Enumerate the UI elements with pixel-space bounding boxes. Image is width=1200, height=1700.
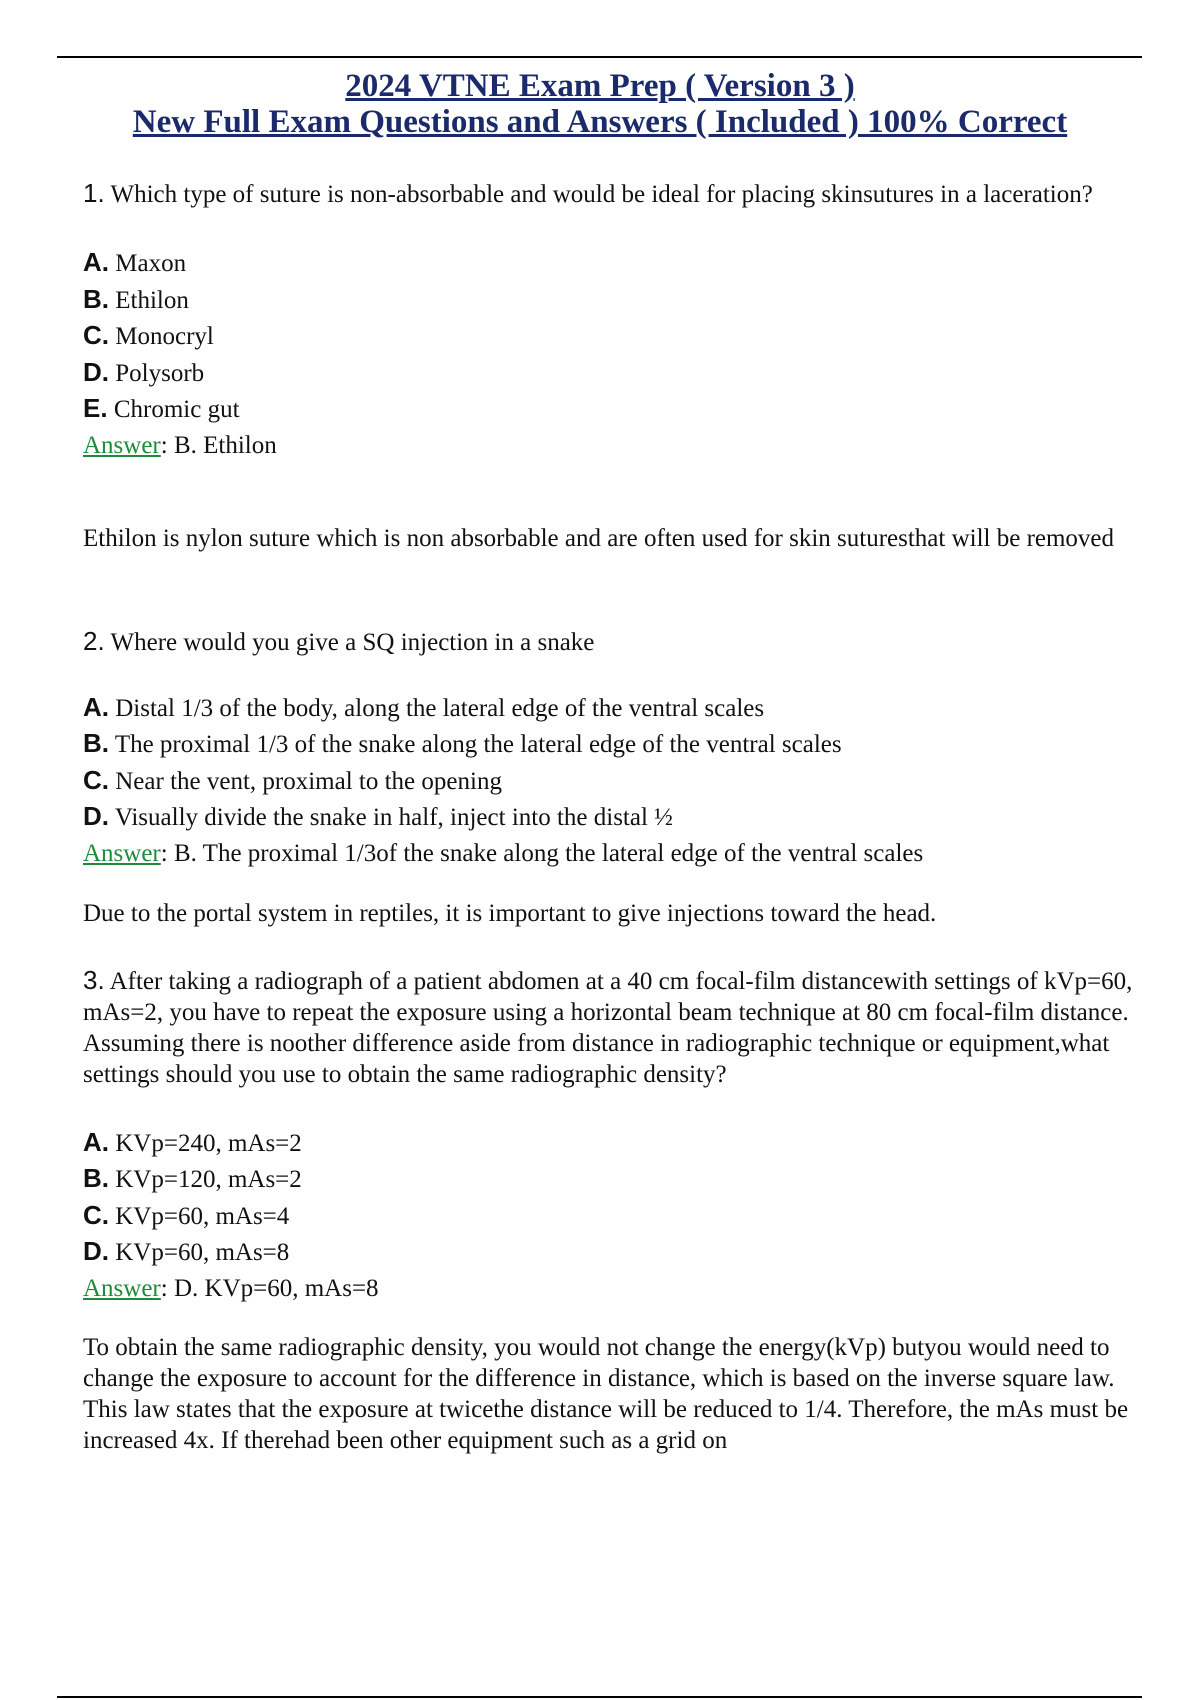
- option-letter: A.: [83, 691, 109, 722]
- option-letter: D.: [83, 1236, 109, 1266]
- option-letter: B.: [83, 728, 109, 758]
- option: [83, 763, 1143, 800]
- option-text: KVp=60, mAs=8: [115, 1239, 290, 1266]
- option-text: KVp=60, mAs=4: [115, 1202, 290, 1230]
- question-text: Where would you give a SQ injection in a snake: [110, 628, 595, 656]
- question-1-options: [83, 245, 1143, 428]
- option-text: KVp=240, mAs=2: [115, 1129, 302, 1157]
- answer-text: : D. KVp=60, mAs=8: [160, 1274, 379, 1302]
- option: [83, 355, 1143, 392]
- option: [83, 726, 1143, 763]
- option-letter: B.: [83, 1163, 109, 1193]
- title-line-2: New Full Exam Questions and Answers ( Included ) 100% Correct: [132, 104, 1068, 140]
- option-text: Distal 1/3 of the body, along the lateral edge of the ventral scales: [115, 694, 765, 722]
- question-number: 2.: [83, 625, 105, 656]
- answer-3: [83, 1271, 1143, 1306]
- answer-text: : B. The proximal 1/3of the snake along the lateral edge of the ventral scales: [160, 839, 924, 867]
- option-letter: C.: [83, 764, 109, 795]
- option: [83, 282, 1143, 319]
- option-text: Ethilon: [115, 286, 189, 314]
- question-2-options: [83, 690, 1143, 836]
- option-letter: B.: [83, 283, 109, 314]
- answer-2: [83, 836, 1143, 871]
- option-letter: A.: [83, 1126, 109, 1157]
- option: [83, 690, 1143, 727]
- option-text: KVp=120, mAs=2: [115, 1166, 302, 1193]
- question-text: Which type of suture is non-absorbable and would be ideal for placing skinsutures in a laceration?: [110, 181, 1093, 208]
- question-number: 3.: [83, 964, 105, 995]
- option-text: Near the vent, proximal to the opening: [115, 767, 502, 795]
- option: [83, 1125, 1143, 1162]
- bottom-rule: [57, 1696, 1142, 1698]
- explanation-3: To obtain the same radiographic density, you would not change the energy(kVp) butyou would need to change the exposure to account for the difference in distance, which is based on the inverse square law. This law states that the exposure at twicethe distance will be reduced to 1/4. Therefore, the mAs must be increased 4x. If therehad been other equipment such as a grid on: [83, 1333, 1129, 1454]
- top-rule: [57, 56, 1142, 58]
- question-number: 1.: [83, 178, 105, 208]
- option-letter: A.: [83, 247, 109, 277]
- answer-label: Answer: [83, 431, 161, 459]
- option-text: Chromic gut: [113, 396, 240, 423]
- document-body: [83, 178, 1143, 1456]
- title-line-1: 2024 VTNE Exam Prep ( Version 3 ): [345, 68, 855, 104]
- explanation-1: Ethilon is nylon suture which is non absorbable and are often used for skin suturesthat will be removed: [83, 524, 1115, 552]
- page-title: [0, 68, 1200, 140]
- option: [83, 318, 1143, 355]
- option-letter: C.: [83, 1199, 109, 1230]
- explanation-2: Due to the portal system in reptiles, it is important to give injections toward the head.: [83, 899, 937, 927]
- option: [83, 1161, 1143, 1198]
- option-letter: D.: [83, 801, 109, 831]
- question-1: [83, 178, 1143, 210]
- question-text: After taking a radiograph of a patient abdomen at a 40 cm focal-film distancewith settings of kVp=60, mAs=2, you have to repeat the exposure using a horizontal beam technique at 80 cm focal-film distance. Assuming there is noother difference aside from distance in radiographic technique or equipment,what settings should you use to obtain the same radiographic density?: [83, 967, 1133, 1088]
- option-text: Visually divide the snake in half, inject into the distal ½: [114, 804, 673, 831]
- option-text: Maxon: [115, 250, 187, 277]
- answer-text: : B. Ethilon: [160, 431, 277, 459]
- option-text: The proximal 1/3 of the snake along the lateral edge of the ventral scales: [114, 731, 842, 758]
- answer-1: [83, 428, 1143, 463]
- option-letter: E.: [83, 393, 108, 423]
- option-letter: C.: [83, 320, 109, 350]
- option: [83, 391, 1143, 428]
- question-2: [83, 626, 1143, 658]
- option-text: Monocryl: [115, 323, 214, 350]
- answer-label: Answer: [83, 839, 161, 867]
- option: [83, 799, 1143, 836]
- option: [83, 1234, 1143, 1271]
- question-3-options: [83, 1125, 1143, 1271]
- answer-label: Answer: [83, 1274, 161, 1302]
- option: [83, 1198, 1143, 1235]
- question-3: [83, 965, 1143, 1090]
- option-text: Polysorb: [115, 359, 205, 387]
- option-letter: D.: [83, 356, 109, 387]
- option: [83, 245, 1143, 282]
